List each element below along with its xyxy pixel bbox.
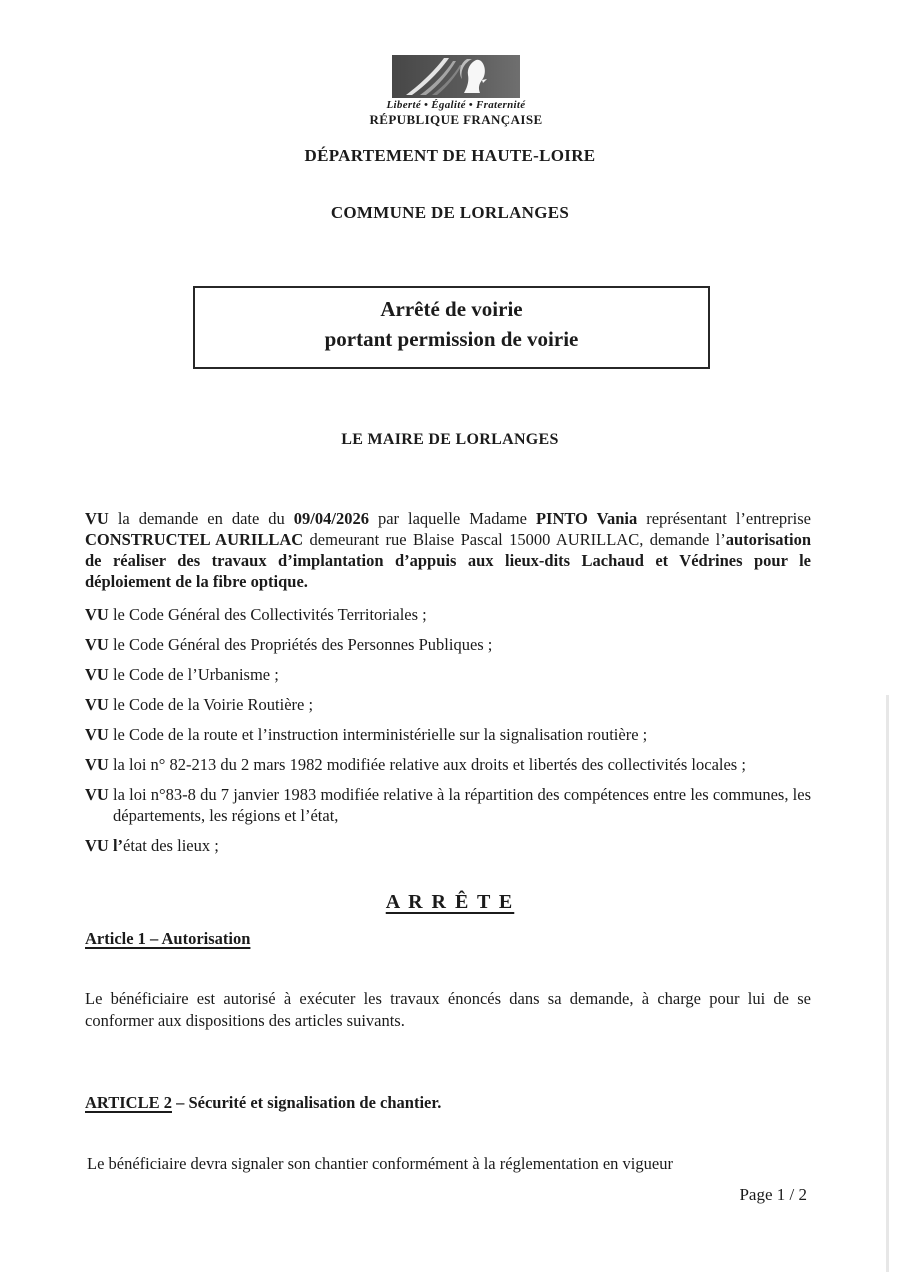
article1-heading: Article 1 – Autorisation	[85, 929, 251, 948]
vu-item: VU la loi n° 82-213 du 2 mars 1982 modifiée relative aux droits et libertés des collectivités locales ;	[85, 755, 746, 774]
commune-title: COMMUNE DE LORLANGES	[330, 203, 570, 222]
vu-item: VU le Code Général des Propriétés des Personnes Publiques ;	[85, 635, 493, 654]
vu-item: VU la loi n°83-8 du 7 janvier 1983 modifiée relative à la répartition des compétences entre les communes, les départements, les régions et l’état,	[85, 785, 811, 825]
arrete-heading-text: A R R Ê T E	[385, 891, 515, 913]
republique-francaise-logo	[392, 55, 520, 98]
article2-body: Le bénéficiaire devra signaler son chantier conformément à la réglementation en vigueur	[87, 1153, 673, 1173]
marianne-logo-image	[392, 55, 520, 98]
document-title-box	[193, 286, 710, 369]
vu-item: VU le Code de la Voirie Routière ;	[85, 695, 314, 714]
logo-motto: Liberté • Égalité • Fraternité	[386, 99, 526, 111]
document-title-line1: Arrêté de voirie	[380, 297, 523, 321]
issuer-heading: LE MAIRE DE LORLANGES	[341, 431, 559, 448]
logo-republic-label: RÉPUBLIQUE FRANÇAISE	[369, 112, 543, 127]
scan-artifact-line	[886, 695, 889, 1272]
document-title-line2: portant permission de voirie	[324, 327, 579, 351]
department-title: DÉPARTEMENT DE HAUTE-LOIRE	[304, 146, 596, 165]
vu-item: VU le Code de la route et l’instruction interministérielle sur la signalisation routière ;	[85, 725, 648, 744]
vu-item: VU l’état des lieux ;	[85, 836, 219, 855]
article1-body: Le bénéficiaire est autorisé à exécuter les travaux énoncés dans sa demande, à charge pour lui de se conformer aux dispositions des articles suivants.	[85, 988, 811, 1030]
vu-item: VU le Code de l’Urbanisme ;	[85, 665, 279, 684]
article2-heading-rest: – Sécurité et signalisation de chantier.	[171, 1093, 442, 1112]
arrete-heading	[0, 891, 900, 914]
vu-list	[85, 604, 811, 865]
article2-heading	[85, 1093, 441, 1113]
request-paragraph: VU la demande en date du 09/04/2026 par laquelle Madame PINTO Vania représentant l’entreprise CONSTRUCTEL AURILLAC demeurant rue Blaise Pascal 15000 AURILLAC, demande l’autorisation de réaliser des travaux d’implantation d’appuis aux lieux-dits Lachaud et Védrines pour le déploiement de la fibre optique.	[85, 508, 811, 591]
article2-number: ARTICLE 2	[85, 1093, 172, 1112]
vu-item: VU le Code Général des Collectivités Territoriales ;	[85, 605, 427, 624]
page-number: Page 1 / 2	[739, 1185, 807, 1204]
